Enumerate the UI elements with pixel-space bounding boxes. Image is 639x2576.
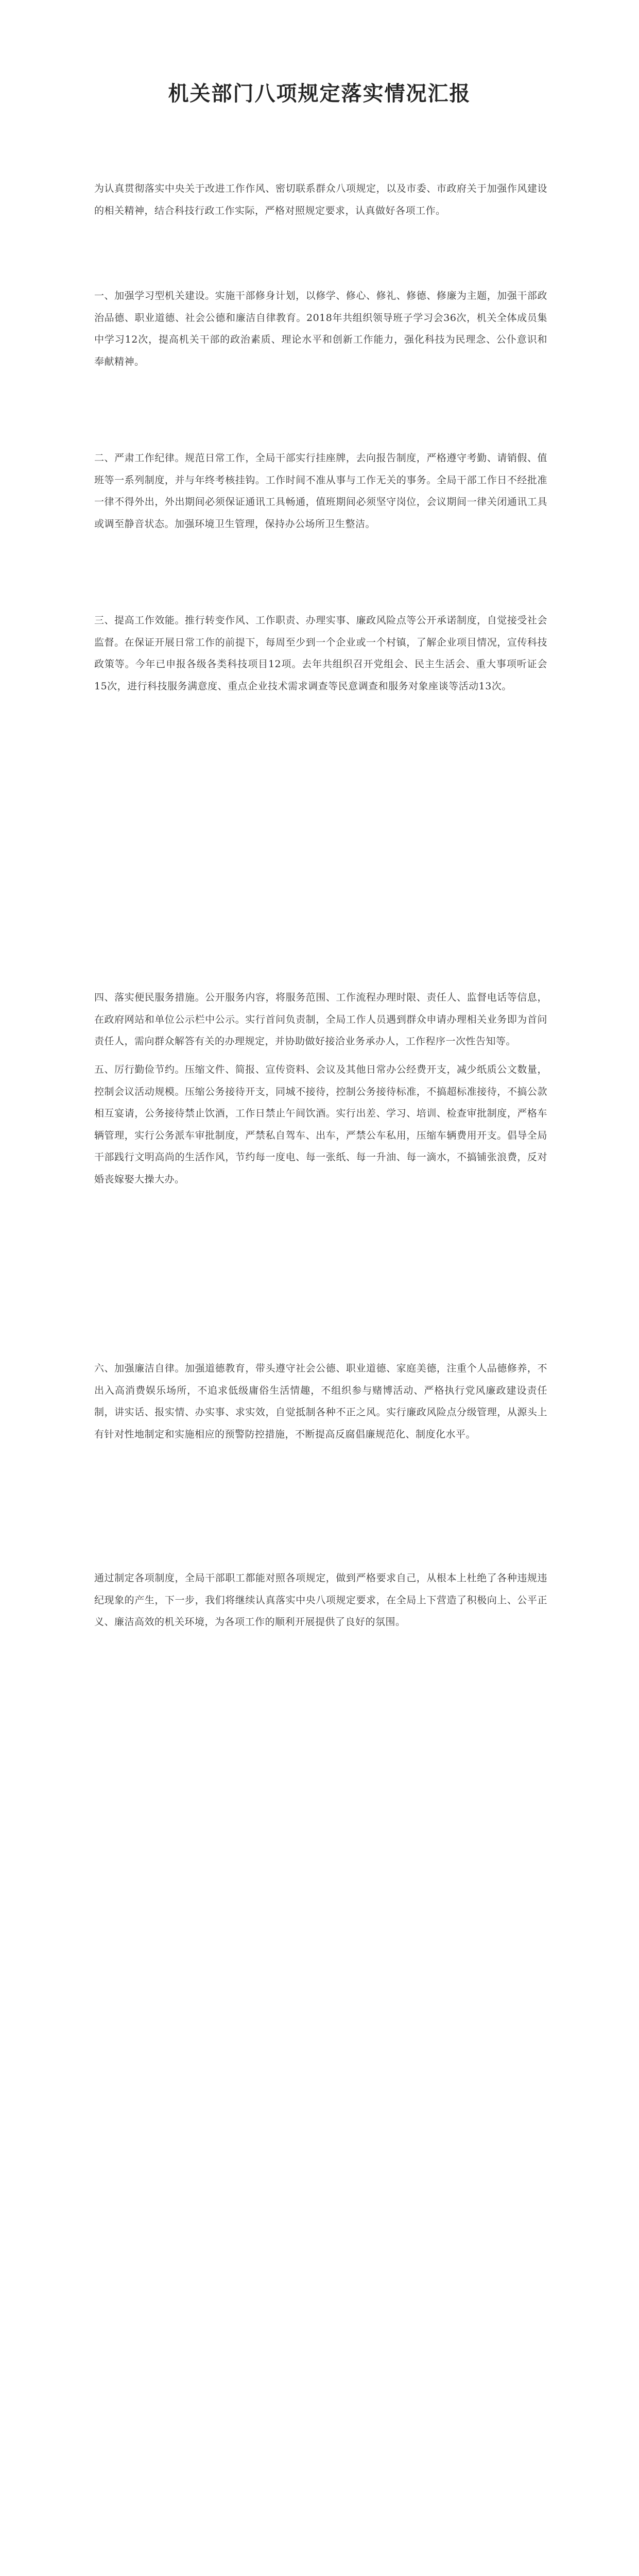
intro-paragraph: 为认真贯彻落实中央关于改进工作作风、密切联系群众八项规定，以及市委、市政府关于加强作风建设的相关精神，结合科技行政工作实际，严格对照规定要求，认真做好各项工作。 [94,183,547,216]
section-4-paragraph: 四、落实便民服务措施。公开服务内容，将服务范围、工作流程办理时限、责任人、监督电话等信息，在政府网站和单位公示栏中公示。实行首问负责制，全局工作人员遇到群众申请办理相关业务即为首问责任人，需向群众解答有关的办理规定，并协助做好接洽业务承办人，工作程序一次性告知等。 [94,992,547,1047]
page-title: 机关部门八项规定落实情况汇报 [168,81,471,106]
section-2-paragraph: 二、严肃工作纪律。规范日常工作，全局干部实行挂座牌，去向报告制度，严格遵守考勤、请销假、值班等一系列制度，并与年终考核挂钩。工作时间不准从事与工作无关的事务。全局干部工作日不经批准一律不得外出，外出期间必须保证通讯工具畅通，值班期间必须坚守岗位，会议期间一律关闭通讯工具或调至静音状态。加强环境卫生管理，保持办公场所卫生整洁。 [94,452,547,530]
section-3-paragraph: 三、提高工作效能。推行转变作风、工作职责、办理实事、廉政风险点等公开承诺制度，自觉接受社会监督。在保证开展日常工作的前提下，每周至少到一个企业或一个村镇，了解企业项目情况，宣传科技政策等。今年已申报各级各类科技项目12项。去年共组织召开党组会、民主生活会、重大事项听证会15次，进行科技服务满意度、重点企业技术需求调查等民意调查和服务对象座谈等活动13次。 [94,615,547,692]
section-1-paragraph: 一、加强学习型机关建设。实施干部修身计划，以修学、修心、修礼、修德、修廉为主题，加强干部政治品德、职业道德、社会公德和廉洁自律教育。2018年共组织领导班子学习会36次，机关全体成员集中学习12次，提高机关干部的政治素质、理论水平和创新工作能力，强化科技为民理念、公仆意识和奉献精神。 [94,290,547,367]
conclusion-paragraph: 通过制定各项制度，全局干部职工都能对照各项规定，做到严格要求自己，从根本上杜绝了各种违规违纪现象的产生，下一步，我们将继续认真落实中央八项规定要求，在全局上下营造了积极向上、公平正义、廉洁高效的机关环境，为各项工作的顺利开展提供了良好的氛围。 [94,1572,547,1628]
section-5-paragraph: 五、厉行勤俭节约。压缩文件、简报、宣传资料、会议及其他日常办公经费开支，减少纸质公文数量，控制会议活动规模。压缩公务接待开支，同城不接待，控制公务接待标准，不搞超标准接待，不搞公款相互宴请，公务接待禁止饮酒，工作日禁止午间饮酒。实行出差、学习、培训、检查审批制度，严格车辆管理，实行公务派车审批制度，严禁私自驾车、出车，严禁公车私用，压缩车辆费用开支。倡导全局干部践行文明高尚的生活作风，节约每一度电、每一张纸、每一升油、每一滴水，不搞铺张浪费，反对婚丧嫁娶大操大办。 [94,1064,547,1185]
section-6-paragraph: 六、加强廉洁自律。加强道德教育，带头遵守社会公德、职业道德、家庭美德，注重个人品德修养，不出入高消费娱乐场所，不追求低级庸俗生活情趣，不组织参与赌博活动、严格执行党风廉政建设责任制，讲实话、报实情、办实事、求实效，自觉抵制各种不正之风。实行廉政风险点分级管理，从源头上有针对性地制定和实施相应的预警防控措施，不断提高反腐倡廉规范化、制度化水平。 [94,1363,547,1440]
